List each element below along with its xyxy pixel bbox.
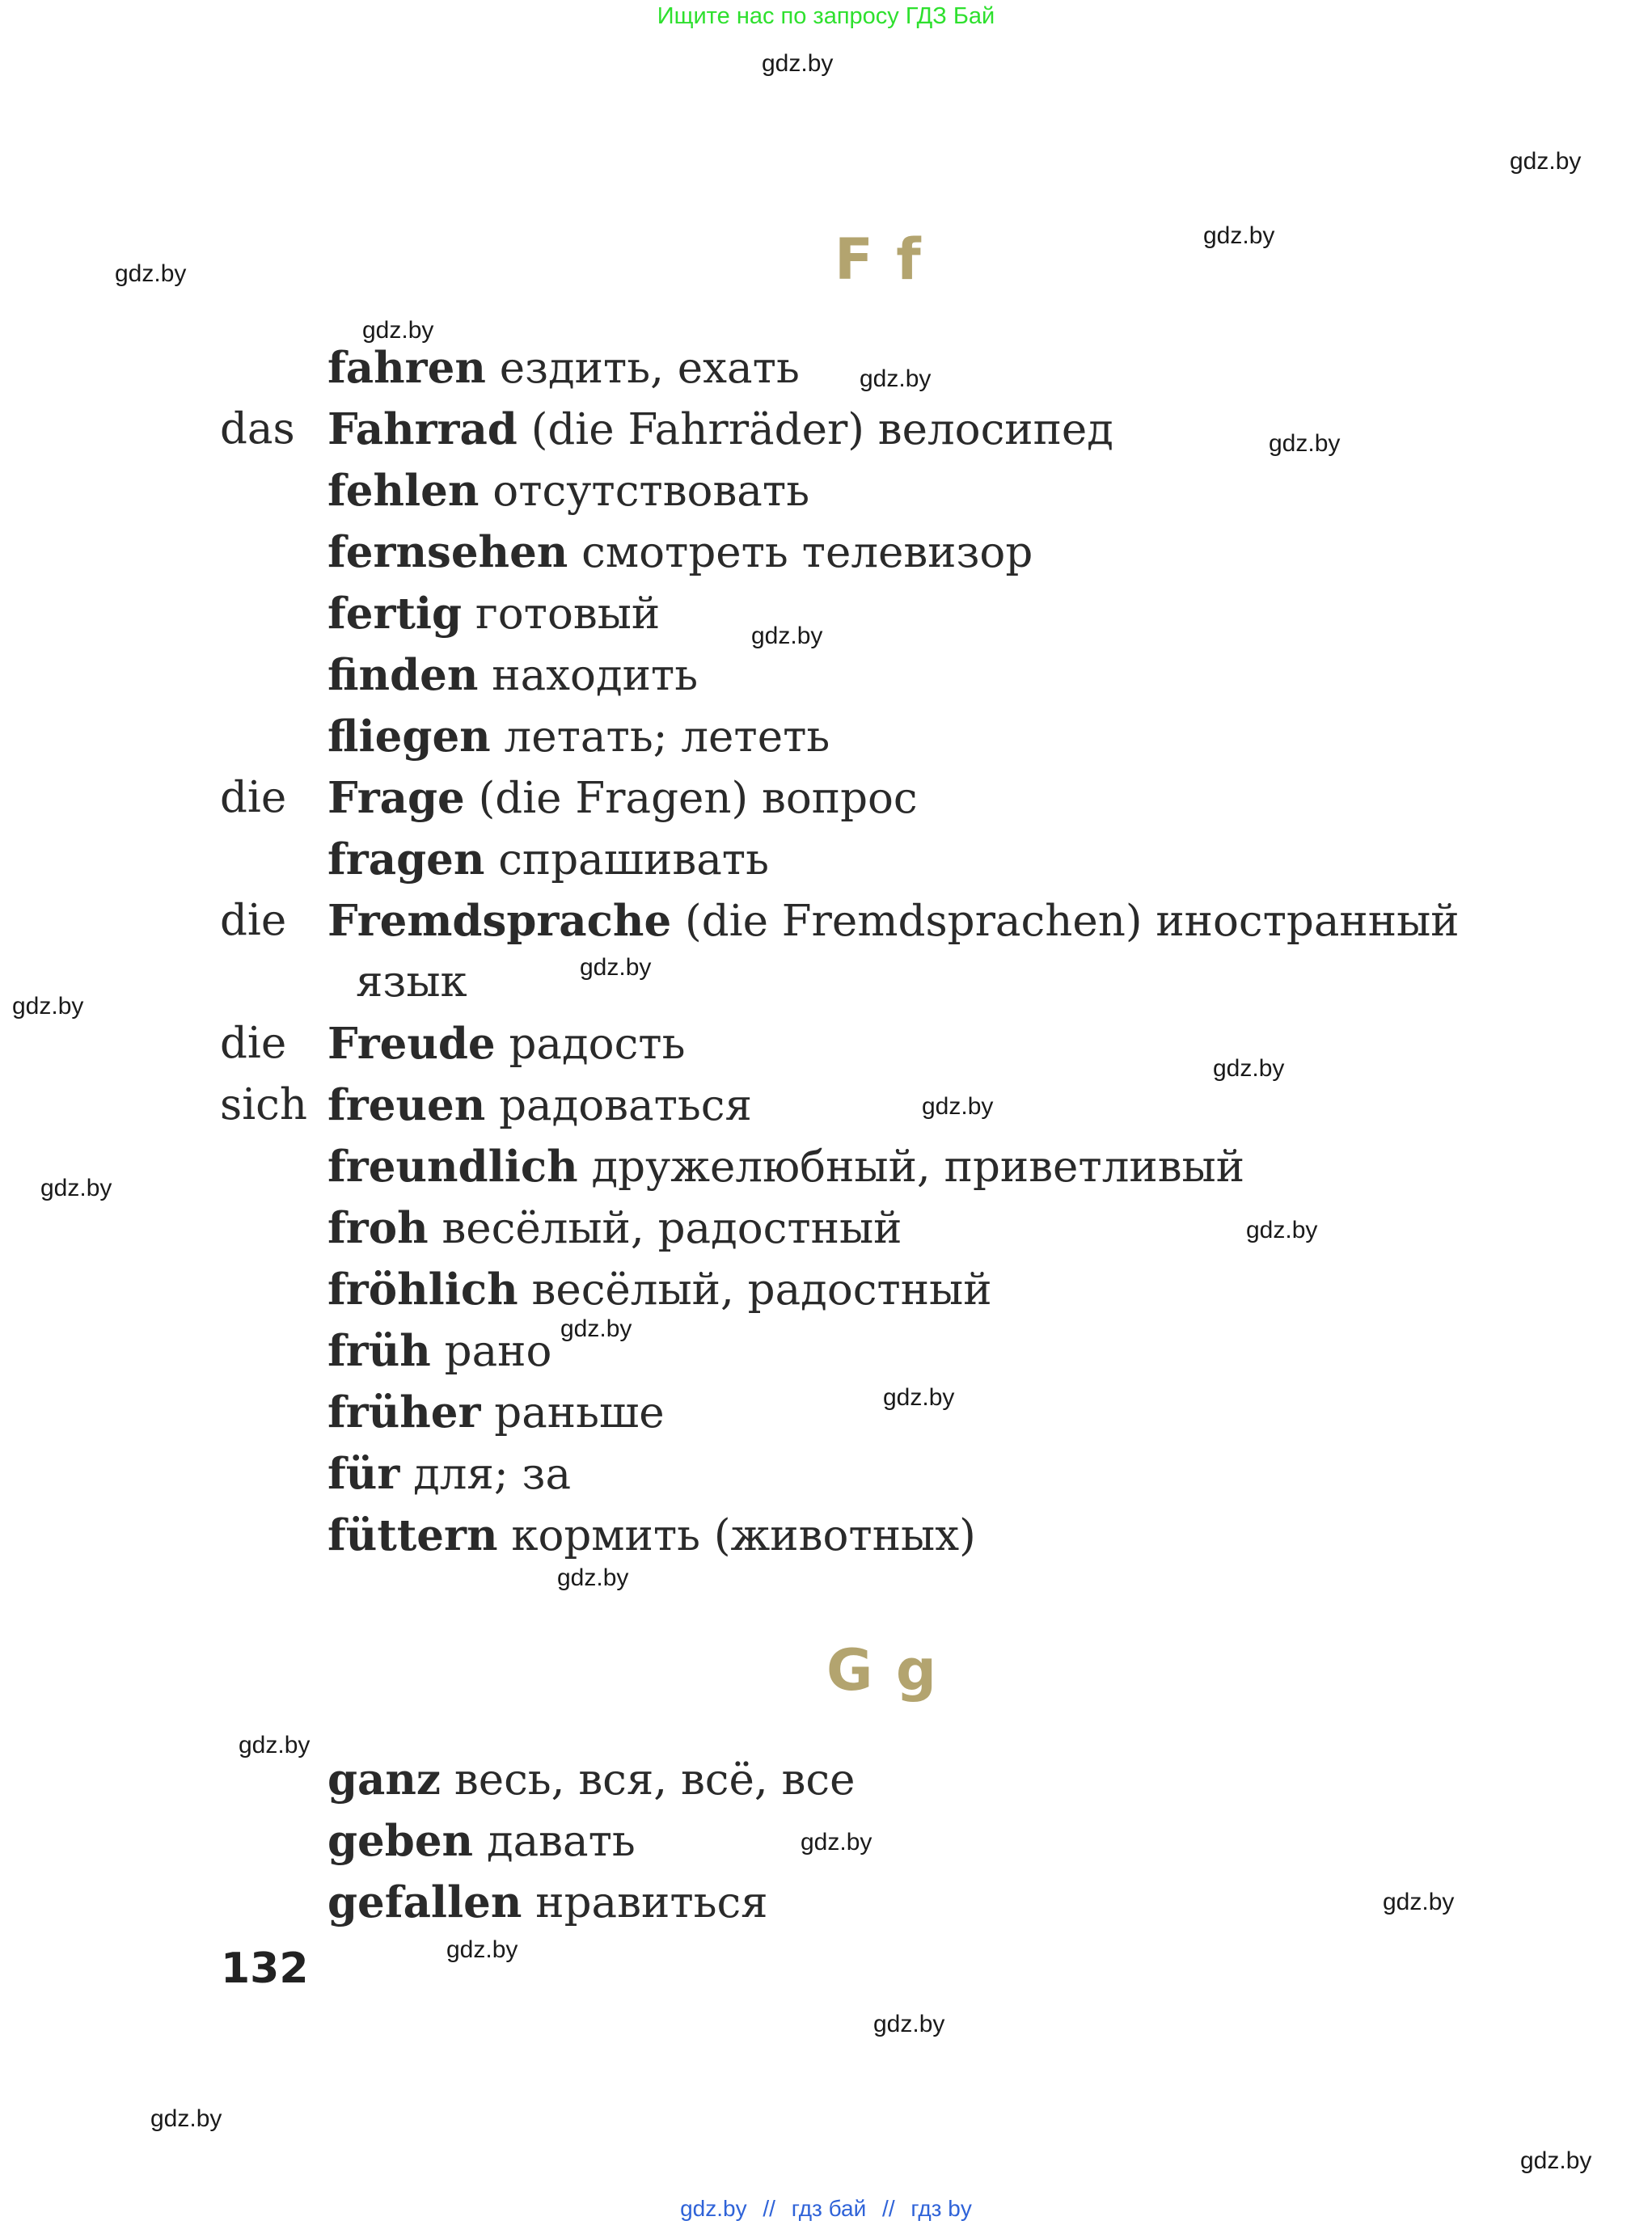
entry-translation: рано: [430, 1327, 552, 1376]
footer-link[interactable]: gdz.by: [680, 2196, 747, 2221]
section-heading-f: F f: [834, 226, 923, 293]
entry-word: fehlen: [327, 466, 480, 516]
watermark: gdz.by: [239, 1732, 311, 1758]
footer-link[interactable]: гдз by: [911, 2196, 972, 2221]
entry-translation: весь, вся, всё, все: [441, 1755, 856, 1805]
entry-article: das: [220, 404, 295, 454]
entry-translation: радость: [495, 1020, 686, 1069]
watermark: gdz.by: [446, 1936, 518, 1963]
watermark: gdz.by: [580, 954, 652, 981]
entry-translation: нравиться: [522, 1878, 768, 1927]
entry-word: fragen: [327, 834, 485, 885]
entry-translation: раньше: [480, 1388, 665, 1438]
watermark: gdz.by: [1203, 222, 1275, 249]
entry-article: sich: [220, 1080, 307, 1129]
entry-word: gefallen: [327, 1877, 522, 1927]
watermark: gdz.by: [560, 1315, 632, 1342]
footer-separator: //: [882, 2196, 895, 2221]
watermark: gdz.by: [883, 1384, 955, 1411]
entry-word: Freude: [327, 1019, 496, 1069]
watermark: gdz.by: [150, 2105, 222, 2132]
entry-translation: (die Fremdsprachen) иностранный: [671, 897, 1460, 946]
footer-separator: //: [763, 2196, 775, 2221]
entry-translation: для; за: [399, 1450, 572, 1499]
watermark: gdz.by: [751, 623, 823, 649]
watermark: gdz.by: [115, 260, 187, 287]
entry-word: fernsehen: [327, 527, 568, 577]
watermark: gdz.by: [873, 2011, 945, 2037]
entry-translation: готовый: [462, 589, 661, 639]
entry-translation: (die Fahrräder) велосипед: [517, 405, 1113, 454]
entry-article: die: [220, 773, 287, 822]
entry-translation: смотреть телевизор: [568, 528, 1033, 577]
entry-word: fertig: [327, 589, 463, 639]
watermark: gdz.by: [1246, 1217, 1318, 1243]
watermark: gdz.by: [557, 1564, 629, 1591]
top-banner: Ищите нас по запросу ГДЗ Бай: [657, 3, 995, 29]
watermark: gdz.by: [1383, 1889, 1455, 1915]
watermark: gdz.by: [1510, 148, 1582, 175]
entry-word: Fremdsprache: [327, 896, 672, 946]
entry-word: finden: [327, 650, 479, 700]
watermark: gdz.by: [922, 1093, 994, 1120]
footer-links: [0, 2196, 1652, 2222]
watermark: gdz.by: [40, 1175, 112, 1201]
watermark: gdz.by: [1520, 2147, 1592, 2174]
watermark: gdz.by: [1269, 430, 1341, 457]
entry-translation: давать: [473, 1817, 636, 1866]
watermark: gdz.by: [362, 317, 434, 344]
entry-word: geben: [327, 1816, 474, 1866]
entry-word: früher: [327, 1387, 481, 1438]
entry-word: froh: [327, 1203, 429, 1253]
entry-translation: спрашивать: [484, 835, 769, 885]
entry-word: fröhlich: [327, 1264, 518, 1315]
watermark: gdz.by: [801, 1829, 872, 1856]
entry-article: die: [220, 896, 287, 945]
watermark: gdz.by: [762, 50, 834, 77]
entry-translation: дружелюбный, приветливый: [577, 1142, 1245, 1192]
entry-translation: (die Fragen) вопрос: [464, 774, 918, 823]
entry-translation: весёлый, радостный: [518, 1265, 992, 1315]
entry-word: freundlich: [327, 1142, 578, 1192]
entry-word: freuen: [327, 1080, 486, 1130]
entry-word: fliegen: [327, 711, 491, 762]
watermark: gdz.by: [1213, 1055, 1285, 1082]
entry-word: Fahrrad: [327, 404, 518, 454]
entry-word: ganz: [327, 1754, 442, 1805]
watermark: gdz.by: [860, 365, 932, 392]
footer-link[interactable]: гдз бай: [791, 2196, 867, 2221]
entry-word: fahren: [327, 343, 486, 393]
entry-translation: ездить, ехать: [485, 344, 800, 393]
entry-word: für: [327, 1449, 400, 1499]
entry-continuation: язык: [356, 957, 467, 1007]
page-number: 132: [221, 1944, 309, 1993]
entry-translation: отсутствовать: [479, 467, 810, 516]
entry-article: die: [220, 1019, 287, 1068]
entry-word: Frage: [327, 773, 465, 823]
entry-translation: радоваться: [485, 1081, 752, 1130]
section-heading-g: G g: [826, 1637, 938, 1704]
entry-translation: летать; лететь: [490, 712, 830, 762]
watermark: gdz.by: [12, 993, 84, 1020]
entry-translation: весёлый, радостный: [428, 1204, 902, 1253]
entry-word: füttern: [327, 1510, 498, 1560]
entry-translation: кормить (животных): [497, 1511, 976, 1560]
entry-translation: находить: [478, 651, 699, 700]
entry-word: früh: [327, 1326, 431, 1376]
